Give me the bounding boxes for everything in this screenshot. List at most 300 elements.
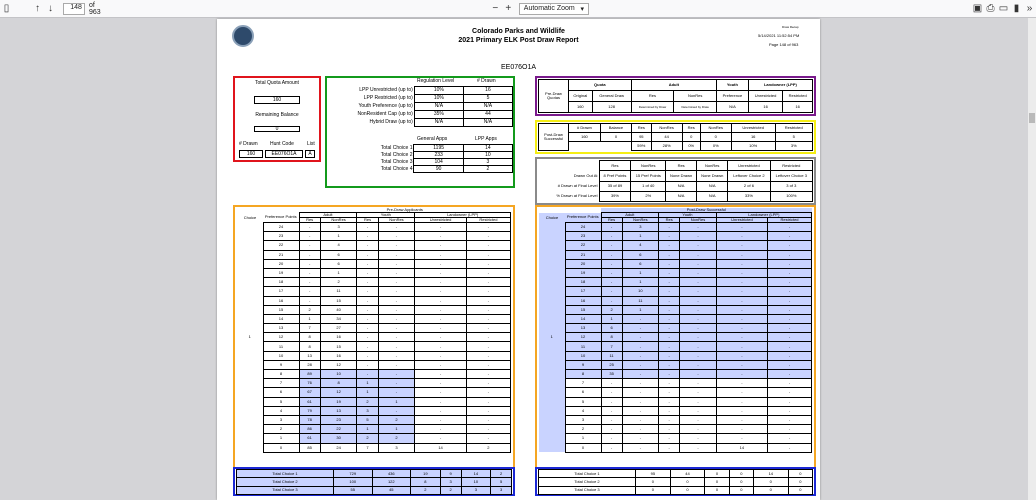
table-cell: - xyxy=(768,379,812,388)
apps-cell: 3 xyxy=(463,159,512,166)
table-cell: - xyxy=(768,360,812,369)
postdraw-heading: Unrestricted xyxy=(731,124,775,133)
total-cell: 0 xyxy=(670,478,705,486)
table-title: Post-Draw Successful xyxy=(601,208,812,213)
table-cell: - xyxy=(378,250,415,259)
table-cell: 15 xyxy=(565,305,601,314)
drawnout-cell: 39% xyxy=(599,191,631,201)
table-cell: - xyxy=(622,314,658,323)
sub-heading: Unrestricted xyxy=(415,218,467,223)
drawnout-cell: 33% xyxy=(728,191,770,201)
adult-col: Adult xyxy=(631,80,716,91)
table-cell: - xyxy=(716,241,767,250)
regulation-cell: LPP Unrestricted (up to) xyxy=(359,87,413,93)
drawnout-cell: Leftover Choice 2 xyxy=(728,171,770,181)
table-cell: - xyxy=(466,425,510,434)
table-cell: - xyxy=(659,278,680,287)
total-cell: 0 xyxy=(636,486,671,494)
table-cell: - xyxy=(357,223,378,232)
pp-heading: Preference Points xyxy=(264,214,297,220)
table-cell: 6 xyxy=(565,388,601,397)
table-cell: 22 xyxy=(320,425,357,434)
table-row xyxy=(237,259,511,268)
sub-heading: Res xyxy=(659,218,680,223)
predraw-value: 16 xyxy=(783,102,813,113)
successful-table xyxy=(539,208,812,453)
table-cell: - xyxy=(716,296,767,305)
table-cell: 24 xyxy=(263,223,299,232)
table-cell: - xyxy=(378,305,415,314)
table-cell: - xyxy=(716,324,767,333)
table-cell: - xyxy=(680,415,716,424)
youth-heading: Youth xyxy=(659,213,717,218)
table-row xyxy=(237,342,511,351)
table-row xyxy=(237,232,511,241)
table-cell: - xyxy=(659,250,680,259)
table-row xyxy=(237,305,511,314)
table-row xyxy=(237,388,511,397)
table-cell: - xyxy=(466,333,510,342)
table-cell: - xyxy=(680,278,716,287)
apps-cell: 90 xyxy=(414,166,463,173)
table-cell: - xyxy=(659,342,680,351)
table-cell: - xyxy=(680,388,716,397)
table-cell: 8 xyxy=(320,379,357,388)
predraw-quotas-box xyxy=(535,76,816,116)
table-row xyxy=(539,268,812,277)
table-cell: - xyxy=(601,268,622,277)
drawnout-blank xyxy=(539,161,599,171)
regulation-table xyxy=(329,86,513,127)
table-cell: - xyxy=(716,379,767,388)
table-cell: 22 xyxy=(565,241,601,250)
postdraw-percent: 28% xyxy=(651,142,682,151)
table-title: Pre-Draw Applicants xyxy=(386,207,423,212)
table-cell: - xyxy=(622,388,658,397)
zoom-in-icon[interactable]: + xyxy=(505,3,512,14)
total-cell: 19 xyxy=(411,470,441,478)
bookmark-icon[interactable]: ▮ xyxy=(1013,3,1020,14)
sub-heading: Unrestricted xyxy=(716,218,767,223)
table-cell: - xyxy=(659,415,680,424)
postdraw-value: 0 xyxy=(600,133,631,142)
table-cell: 3 xyxy=(622,223,658,232)
table-cell: - xyxy=(378,223,415,232)
table-cell: - xyxy=(601,296,622,305)
table-row xyxy=(237,360,511,369)
drawnout-cell: # Drawn at Final Level xyxy=(557,183,598,189)
apps-cell: 104 xyxy=(414,159,463,166)
table-cell: - xyxy=(659,287,680,296)
predraw-subheading: Preference xyxy=(717,91,749,102)
table-cell: - xyxy=(716,278,767,287)
table-cell: 1 xyxy=(622,232,658,241)
drawnout-heading: Res xyxy=(599,161,631,171)
table-cell: - xyxy=(622,370,658,379)
table-cell: - xyxy=(415,370,467,379)
table-cell: - xyxy=(299,232,320,241)
table-row xyxy=(539,314,812,323)
table-cell: 1 xyxy=(622,268,658,277)
table-cell: - xyxy=(659,324,680,333)
youth-heading: Youth xyxy=(357,213,415,218)
table-cell: - xyxy=(466,324,510,333)
next-page-icon[interactable]: ↓ xyxy=(48,3,54,14)
table-cell: 7 xyxy=(299,324,320,333)
table-cell: - xyxy=(601,425,622,434)
table-cell: 4 xyxy=(565,406,601,415)
table-row xyxy=(237,223,511,232)
table-cell: - xyxy=(768,296,812,305)
table-cell: - xyxy=(466,415,510,424)
regulation-cell: 16 xyxy=(463,87,512,95)
table-cell: 0 xyxy=(565,443,601,452)
regulation-box xyxy=(325,76,515,188)
table-row xyxy=(539,278,812,287)
reg-drawn-heading: # Drawn xyxy=(477,78,496,84)
regulation-cell: N/A xyxy=(414,119,463,127)
table-cell: - xyxy=(466,296,510,305)
postdraw-percent: 59% xyxy=(632,142,652,151)
predraw-table xyxy=(538,79,813,113)
total-row xyxy=(237,486,512,494)
applicants-totals-box xyxy=(233,467,515,496)
regulation-cell: 10% xyxy=(414,95,463,103)
postdraw-value: 160 xyxy=(569,133,601,142)
table-cell: 67 xyxy=(299,388,320,397)
table-cell: - xyxy=(415,406,467,415)
table-row xyxy=(539,342,812,351)
table-cell: 8 xyxy=(601,333,622,342)
table-cell: - xyxy=(357,314,378,323)
table-cell: - xyxy=(768,333,812,342)
pp-heading: Preference Points xyxy=(565,213,601,223)
total-cell: 45 xyxy=(372,486,411,494)
prev-page-icon[interactable]: ↑ xyxy=(35,3,41,14)
table-cell: 13 xyxy=(263,324,299,333)
report-subtitle: 2021 Primary ELK Post Draw Report xyxy=(458,37,579,44)
page-number-input[interactable]: 148 xyxy=(63,3,85,15)
quota-value: 160 xyxy=(254,96,300,104)
table-cell: 2 xyxy=(299,305,320,314)
zoom-out-icon[interactable]: − xyxy=(492,3,499,14)
chevron-down-icon: ▾ xyxy=(580,5,584,13)
table-cell: - xyxy=(299,287,320,296)
drawnout-heading: Res xyxy=(666,161,697,171)
scrollbar-thumb[interactable] xyxy=(1029,113,1035,123)
table-cell: 6 xyxy=(622,250,658,259)
table-cell: 9 xyxy=(565,360,601,369)
table-cell: 61 xyxy=(299,434,320,443)
table-cell: 11 xyxy=(320,287,357,296)
table-cell: - xyxy=(601,397,622,406)
postdraw-percent: 0% xyxy=(682,142,700,151)
table-row xyxy=(539,397,812,406)
table-cell: - xyxy=(601,223,622,232)
table-cell: - xyxy=(357,278,378,287)
total-cell: Total Choice 3 xyxy=(237,486,334,494)
open-file-icon[interactable]: ▭ xyxy=(998,3,1009,14)
total-cell: 100 xyxy=(334,478,373,486)
table-cell: - xyxy=(768,415,812,424)
table-cell: - xyxy=(659,434,680,443)
table-cell: 1 xyxy=(378,425,415,434)
table-cell: - xyxy=(716,397,767,406)
table-cell: - xyxy=(378,296,415,305)
quota-col: Quota xyxy=(569,80,632,91)
adult-heading: Adult xyxy=(601,213,659,218)
predraw-value: Determined by Draw xyxy=(631,102,674,113)
apps-cell: Total Choice 4 xyxy=(380,165,413,172)
applicants-totals-table xyxy=(236,469,512,495)
table-cell: - xyxy=(768,314,812,323)
table-cell: 16 xyxy=(320,333,357,342)
table-cell: 17 xyxy=(565,287,601,296)
table-cell: - xyxy=(357,360,378,369)
successful-totals-table xyxy=(538,469,813,495)
table-cell: - xyxy=(601,287,622,296)
table-cell: - xyxy=(415,415,467,424)
table-cell: - xyxy=(680,342,716,351)
sidebar-toggle-icon[interactable]: ▯ xyxy=(3,3,10,14)
quota-box xyxy=(233,76,321,162)
table-cell: - xyxy=(378,278,415,287)
sub-heading: NonRes xyxy=(680,218,716,223)
table-cell: - xyxy=(768,278,812,287)
table-cell: 7 xyxy=(357,443,378,452)
table-cell: - xyxy=(415,278,467,287)
apps-cell: Total Choice 3 xyxy=(380,158,413,165)
table-row xyxy=(237,324,511,333)
total-cell: Total Choice 1 xyxy=(539,470,636,478)
table-cell: - xyxy=(768,305,812,314)
drawnout-cell: 1 of 40 xyxy=(631,181,666,191)
regulation-row xyxy=(329,119,513,127)
drawnout-cell: None Drawn xyxy=(666,171,697,181)
table-cell: - xyxy=(680,287,716,296)
table-cell: - xyxy=(680,397,716,406)
table-cell: - xyxy=(415,388,467,397)
table-cell: - xyxy=(378,268,415,277)
table-row xyxy=(237,278,511,287)
table-cell: - xyxy=(768,342,812,351)
table-cell: - xyxy=(716,333,767,342)
table-cell: 23 xyxy=(320,415,357,424)
table-cell: - xyxy=(716,434,767,443)
postdraw-percent: 3% xyxy=(775,142,812,151)
table-cell: - xyxy=(357,342,378,351)
table-cell: - xyxy=(378,314,415,323)
table-cell: - xyxy=(415,379,467,388)
drawnout-cell: 100% xyxy=(770,191,812,201)
table-cell: - xyxy=(415,305,467,314)
table-cell: - xyxy=(622,342,658,351)
print-icon[interactable]: ⎙ xyxy=(986,3,995,14)
vertical-scrollbar[interactable] xyxy=(1028,18,1036,500)
total-row xyxy=(539,486,813,494)
table-cell: - xyxy=(680,370,716,379)
drawnout-cell: 2 of 6 xyxy=(728,181,770,191)
table-row xyxy=(539,360,812,369)
regulation-row xyxy=(329,111,513,119)
table-cell: - xyxy=(601,406,622,415)
table-cell: - xyxy=(415,259,467,268)
choice-value: 1 xyxy=(539,223,565,453)
table-row xyxy=(539,305,812,314)
drawnout-row xyxy=(539,171,813,181)
table-cell: - xyxy=(680,241,716,250)
drawnout-cell: 8 Pref Points xyxy=(599,171,631,181)
table-cell: - xyxy=(768,268,812,277)
table-cell: - xyxy=(716,259,767,268)
table-cell: 1 xyxy=(622,305,658,314)
table-cell: - xyxy=(716,351,767,360)
total-cell: 0 xyxy=(788,486,812,494)
table-cell: - xyxy=(601,241,622,250)
table-cell: - xyxy=(299,259,320,268)
present-icon[interactable]: ▣ xyxy=(972,3,983,14)
table-cell: - xyxy=(466,370,510,379)
report-meta-1: Draw Recap xyxy=(782,25,799,29)
table-cell: - xyxy=(601,232,622,241)
postdraw-value: 44 xyxy=(651,133,682,142)
table-cell: - xyxy=(659,259,680,268)
sub-heading: Res xyxy=(357,218,378,223)
hunt-code-heading: EE076O1A xyxy=(500,64,537,71)
table-cell: 1 xyxy=(565,434,601,443)
table-row xyxy=(237,296,511,305)
table-cell: 8 xyxy=(263,370,299,379)
table-cell: 16 xyxy=(320,351,357,360)
table-cell: - xyxy=(716,232,767,241)
table-cell: 2 xyxy=(466,443,510,452)
table-cell: - xyxy=(659,406,680,415)
table-cell: 4 xyxy=(622,241,658,250)
table-cell: 18 xyxy=(263,278,299,287)
table-cell: 11 xyxy=(263,342,299,351)
table-cell: - xyxy=(622,443,658,452)
table-cell: 1 xyxy=(378,397,415,406)
regulation-cell: N/A xyxy=(463,103,512,111)
table-cell: - xyxy=(680,333,716,342)
table-cell: - xyxy=(680,232,716,241)
table-cell: 12 xyxy=(320,388,357,397)
list-value: A xyxy=(305,150,315,158)
table-cell: 23 xyxy=(565,232,601,241)
table-cell: - xyxy=(622,351,658,360)
table-cell: - xyxy=(415,333,467,342)
predraw-value: 128 xyxy=(592,102,631,113)
table-cell: 5 xyxy=(357,415,378,424)
table-cell: 15 xyxy=(320,342,357,351)
table-cell: - xyxy=(659,443,680,452)
table-cell: 2 xyxy=(357,434,378,443)
table-cell: - xyxy=(378,370,415,379)
table-cell: 7 xyxy=(263,379,299,388)
postdraw-value: 0 xyxy=(700,133,731,142)
table-cell: 19 xyxy=(263,268,299,277)
postdraw-percent: 0% xyxy=(700,142,731,151)
postdraw-heading: Res xyxy=(632,124,652,133)
choice-value: 1 xyxy=(248,334,251,340)
table-cell: - xyxy=(659,268,680,277)
table-cell: - xyxy=(680,268,716,277)
total-cell: 0 xyxy=(753,486,788,494)
table-cell: - xyxy=(768,370,812,379)
youth-col: Youth xyxy=(717,80,749,91)
more-tools-icon[interactable]: » xyxy=(1026,3,1033,14)
table-row xyxy=(237,397,511,406)
table-cell: 34 xyxy=(320,314,357,323)
table-cell: - xyxy=(466,397,510,406)
pdf-page xyxy=(217,19,820,500)
table-cell: 1 xyxy=(320,232,357,241)
total-cell: 0 xyxy=(729,486,753,494)
table-cell: - xyxy=(378,241,415,250)
table-row xyxy=(237,314,511,323)
table-row xyxy=(539,434,812,443)
table-cell: - xyxy=(415,250,467,259)
postdraw-label: Post-Draw Successful xyxy=(539,124,569,151)
table-cell: - xyxy=(716,415,767,424)
table-cell: - xyxy=(378,287,415,296)
report-title: Colorado Parks and Wildlife xyxy=(472,28,565,35)
total-cell: 2 xyxy=(440,486,461,494)
table-row xyxy=(237,287,511,296)
zoom-select[interactable] xyxy=(519,3,589,15)
table-row xyxy=(539,250,812,259)
regulation-cell: 35% xyxy=(414,111,463,119)
drawnout-heading: NonRes xyxy=(697,161,728,171)
drawnout-cell: N/A xyxy=(666,181,697,191)
table-cell: 2 xyxy=(320,278,357,287)
table-cell: - xyxy=(716,388,767,397)
table-cell: - xyxy=(466,232,510,241)
list-heading: List xyxy=(307,141,315,147)
table-cell: 10 xyxy=(263,351,299,360)
table-cell: - xyxy=(299,268,320,277)
table-cell: 14 xyxy=(565,314,601,323)
table-row xyxy=(237,370,511,379)
drawnout-cell: Leftover Choice 3 xyxy=(770,171,812,181)
total-cell: 0 xyxy=(705,486,729,494)
table-cell: 3 xyxy=(263,415,299,424)
table-cell: 11 xyxy=(622,296,658,305)
total-cell: 9 xyxy=(440,470,461,478)
table-cell: - xyxy=(622,360,658,369)
drawnout-row xyxy=(539,191,813,201)
table-cell: - xyxy=(680,259,716,268)
huntcode-heading: Hunt Code xyxy=(270,141,294,147)
table-cell: - xyxy=(659,397,680,406)
table-cell: - xyxy=(466,314,510,323)
drawnout-table xyxy=(539,160,813,202)
table-cell: - xyxy=(716,360,767,369)
total-cell: 0 xyxy=(753,478,788,486)
table-cell: - xyxy=(378,232,415,241)
total-cell: 436 xyxy=(372,470,411,478)
regulation-cell: NonResident Cap (up to) xyxy=(357,111,413,117)
page-count: of 963 xyxy=(88,1,101,16)
drawnout-cell: Drawn Out At xyxy=(573,172,598,178)
table-cell: - xyxy=(466,259,510,268)
total-cell: 2 xyxy=(491,470,512,478)
huntcode-value: EE076O1A xyxy=(265,150,303,158)
table-cell: - xyxy=(466,406,510,415)
table-cell: - xyxy=(357,287,378,296)
table-cell: - xyxy=(378,259,415,268)
table-row xyxy=(539,287,812,296)
